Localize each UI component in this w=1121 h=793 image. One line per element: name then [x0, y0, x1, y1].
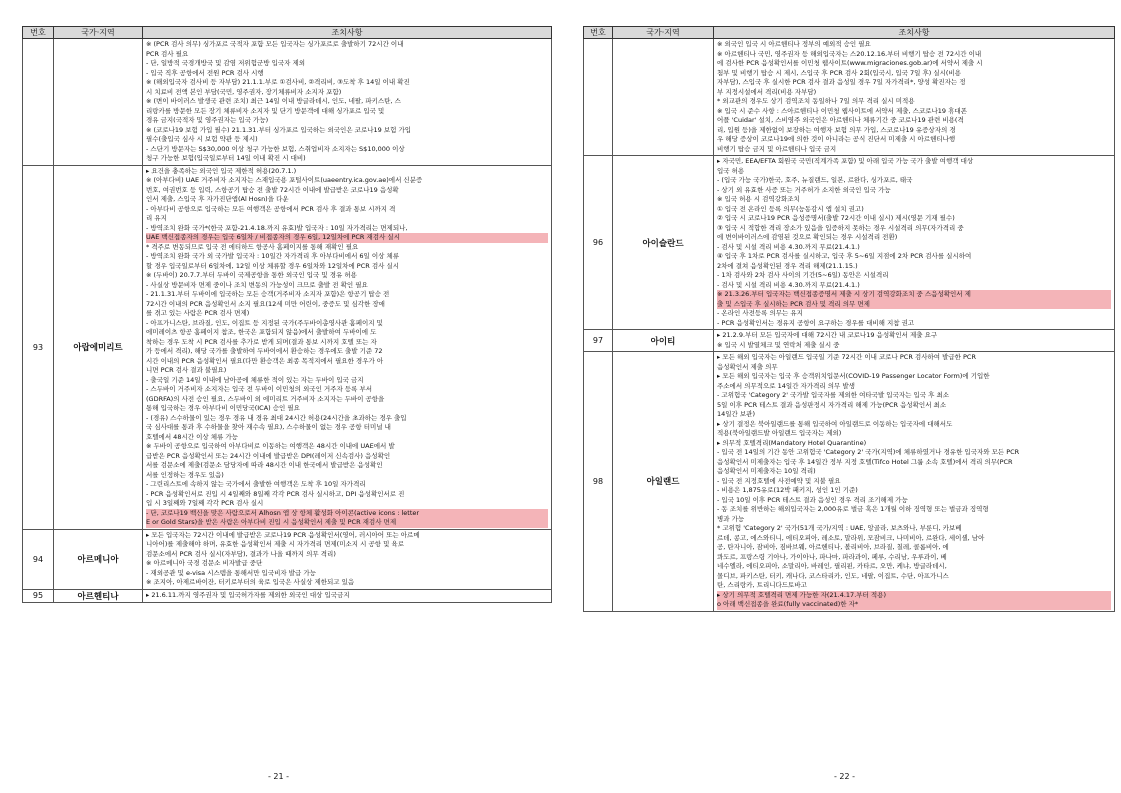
measure-line: - 단, 일방적 국경개방국 및 감염 저위험군방 입국자 제외	[146, 59, 306, 67]
measure-line: * 고위험 'Category 2' 국가(51개 국가/지역 : UAE, 앙골라, 보츠와나, 부룬디, 카보베	[717, 524, 962, 532]
measure-line: ④ 입국 후 1차로 PCR 검사를 실시하고, 입국 후 5~6일 지점에 2차 PCR 검사를 실시하여	[717, 252, 972, 260]
measure-line: ※ 입국 허용 시 검역강화조치	[717, 195, 800, 203]
measure-line: 입국 허용	[717, 166, 745, 175]
measure-line: ※ (해외입국자 검사비 등 자부담) 21.1.1.부로 ①검사비, ②격리비, ③도착 후 14일 이내 확진	[146, 78, 410, 86]
measure-line: ▸ 자국민, EEA/EFTA 회원국 국민(직계가족 포함) 및 아래 입국 가능 국가 출발 여행객 대상	[717, 157, 974, 165]
measure-line: 부 지정시설에서 격리(비용 자부담)	[717, 87, 817, 96]
header-measures: 조치사항	[143, 27, 552, 39]
measure-line: 음성확인서 미제출자는 입국 후 14일간 정부 지정 호텔(Tifco Hotel 그룹 소속 호텔)에서 격리 의무(PCR	[717, 457, 1013, 466]
measure-line: - 입국 10일 이후 PCR 테스트 결과 음성인 경우 격리 조기해제 가능	[717, 495, 908, 504]
highlighted-line: - 단, 코로나19 백신을 맞은 사람으로서 Alhosn 앱 상 항체 활성화 아이콘(active icons : letter	[146, 509, 548, 519]
measure-line: ① 입국 전 온라인 등록 의무(능동감시 앱 설치 권고)	[717, 204, 864, 213]
measure-line: - 21.1.31.부터 두바이에 입국하는 모든 승객(거주비자 소지자 포함)은 항공기 탑승 전	[146, 290, 390, 298]
measure-line: * 외교관의 경우도 상기 검역조치 동일하나 7일 의무 격리 실시 미적용	[717, 97, 915, 105]
measures-cell	[143, 589, 552, 602]
measures-cell	[714, 39, 1115, 156]
measures-table	[583, 26, 1115, 612]
header-country: 국가·지역	[613, 27, 714, 39]
measure-line: - (경유) 스수하물이 있는 경우 경유 내 경유 최대 24시간 허용(24시간을 초과하는 경우 출입	[146, 413, 407, 422]
row-number: 95	[23, 589, 54, 602]
measure-line: - 스단기 방문자는 S$30,000 이상 청구 가능한 보험, 스취업비자 소지자는 S$10,000 이상	[146, 144, 405, 153]
measure-line: * 격주로 변동되므로 입국 전 에티하드 항공사 홈페이지를 통해 재확인 필요	[146, 242, 359, 251]
measure-line: 서를 인정하는 경우도 있음)	[146, 470, 224, 479]
measure-line: 몰디브, 파키스탄, 터키, 캐나다, 코스타리카, 인도, 네팔, 이집트, 수단, 아프가니스	[717, 571, 949, 580]
measures-cell	[714, 330, 1115, 352]
measure-line: ▸ 21.2.9.부터 모든 입국자에 대해 72시간 내 코로나19 음성확인서 제출 요구	[717, 331, 938, 339]
country-name	[613, 39, 714, 156]
row-number: 93	[23, 165, 54, 529]
measure-line: 자부담), 스입국 후 실시한 PCR 검사 결과 음성일 경우 7일 자가격리*, 양성 확진자는 정	[717, 78, 966, 86]
table-row	[23, 165, 552, 529]
measure-line: 할 경우 입국일로부터 6일차에, 12일 이상 체류할 경우 6일차와 12일차에 PCR 검사 실시	[146, 261, 400, 270]
page-number-left: - 21 -	[268, 772, 290, 781]
measure-line: 통해 입국하는 경우 아부다비 이민당국(ICA) 승인 필요	[146, 404, 300, 412]
measure-line: ※ (두바이) 20.7.7.부터 두바이 국제공항을 통한 외국인 입국 및 경유 허용	[146, 271, 357, 279]
measures-cell	[143, 165, 552, 529]
measure-line: ※ (코로나19 보험 가입 필수) 21.1.31.부터 싱가포르 입국하는 외국인은 코로나19 보험 가입	[146, 125, 412, 134]
header-measures: 조치사항	[714, 27, 1115, 39]
measure-line: 14일간 보관)	[717, 410, 755, 418]
highlighted-line: E or Gold Stars)을 받은 사람은 아부다비 진입 시 음성확인서 제출 및 PCR 재검사 면제	[146, 518, 548, 528]
measure-line: - 1차 검사와 2차 검사 사이의 기간(5~6일) 동안은 시설격리	[717, 271, 889, 279]
measure-line: ※ 외국인 입국 시 아르헨티나 정부의 예외적 승인 필요	[717, 40, 871, 48]
measure-line: ▸ 요건을 충족하는 외국인 입국 제한적 허용(20.7.1.)	[146, 166, 297, 175]
measure-line: ② 입국 시 코로나19 PCR 음성증명서(출발 72시간 이내 실시) 제시(영문 기재 필수)	[717, 214, 955, 222]
measure-line: 필수(출입국 심사 시 보험 약관 등 제시)	[146, 135, 258, 143]
measure-line: - 고위험국 'Category 2' 국가발 입국자를 제외한 여타국발 입국자는 입국 후 최소	[717, 391, 950, 399]
measure-line: ※ (아부다비) UAE 거주비자 소지자는 스재입국용 포털사이트(uaeentry.ica.gov.ae)에서 신분증	[146, 176, 423, 184]
measure-line: - 출국일 기준 14일 이내에 남아공에 체류한 적이 있는 자는 두바이 입국 금지	[146, 375, 364, 384]
table-body	[23, 39, 552, 603]
row-number: 94	[23, 529, 54, 589]
measure-line: 주소에서 의무적으로 14일간 자가격리 의무 발생	[717, 381, 855, 390]
measure-line: 인서 제출, 스입국 후 자가진단앱(Al Hosn)을 다운	[146, 195, 289, 203]
measure-line: 청구 가능한 보험(입국일로부터 14일 이내 확진 시 대비)	[146, 154, 306, 162]
measure-line: 호텔에서 48시간 이상 체류 가능	[146, 432, 238, 441]
highlighted-line: ▸ 상기 의무적 호텔격리 면제 가능한 자(21.4.17.부터 적용)	[717, 591, 1111, 601]
measure-line: 음성확인서 미제출자는 10일 격리)	[717, 467, 816, 475]
measure-line: ※ 입국 시 준수 사항 : 스아르헨티나 이민청 웹사이트에 서약서 제출, 스코로나19 휴대폰	[717, 106, 967, 115]
measure-line: 병과 가능	[717, 514, 745, 523]
table-row	[23, 589, 552, 602]
measure-line: 5일 이후 PCR 테스트 결과 음성판정시 자가격리 해제 가능(PCR 음성확인서 최소	[717, 400, 947, 409]
table-row	[584, 39, 1115, 156]
measure-line: PCR 검사 필요	[146, 49, 189, 58]
measure-line: (GDRFA)의 사전 승인 필요, 스두바이 외 에미리트 거주비자 소지자는 두바이 공항을	[146, 394, 385, 403]
measure-line: - 입국 전 지정호텔에 사전예약 및 지불 필요	[717, 476, 841, 485]
measure-line: 에 검사한 PCR 음성확인서를 이민청 웹사이트(www.migraciones.gob.ar)에 서약서 제출 시	[717, 59, 983, 67]
table-row	[584, 352, 1115, 612]
measure-line: 음성확인서 제출 의무	[717, 362, 778, 371]
measure-line: 탄, 스리랑카, 트리니다드토바고	[717, 581, 807, 589]
measure-line: 니아어)를 제출해야 하며, 유효한 음성확인서 제출 시 자가격리 면제(미소지 시 공항 및 육로	[146, 540, 404, 548]
measure-line: - PCR 음성확인서로 진입 시 4일째와 8일째 각각 PCR 검사 실시하고, DPI 음성확인서로 진	[146, 489, 405, 498]
measure-line: - 방역조치 완화 국가 외 국가발 입국자 : 10일간 자가격리 후 아부다비에서 6일 이상 체류	[146, 252, 400, 260]
table-row	[584, 156, 1115, 330]
measure-line: 에미레이츠 항공 홈페이지 참조, 한국은 포함되지 않음)에서 출발하여 두바이에 도	[146, 328, 377, 336]
measure-line: 어플 'Cuidar' 설치, 스비영주 외국인은 아르헨티나 체류기간 중 코로나19 관련 비용(격	[717, 116, 964, 124]
measure-line: 를 겪고 있는 사람은 PCR 검사 면제)	[146, 309, 250, 317]
country-name: 아일랜드	[613, 352, 714, 612]
measure-line: 시 치료비 전액 본인 부담(국민, 영주권자, 장기체류비자 소지자 포함)	[146, 87, 342, 96]
header-no: 번호	[23, 27, 54, 39]
header-country: 국가·지역	[54, 27, 143, 39]
measure-line: 콰도르, 프랑스령 기아나, 가이아나, 파나마, 파라과이, 페루, 수리남, 우루과이, 베	[717, 552, 947, 561]
measures-table	[22, 26, 552, 603]
measure-line: 비행기 탑승 금지 및 아르헨티나 입국 금지	[717, 144, 837, 153]
measure-line: 가 등에서 격리), 해당 국가를 출발하여 두바이에서 환승하는 경우에도 출발 기준 72	[146, 347, 383, 355]
measure-line: - 아프가니스탄, 브라질, 인도, 이집트 등 지정된 국가(주두바이총영사관 홈페이지 및	[146, 318, 383, 327]
row-number	[584, 39, 613, 156]
measure-line: ※ 두바이 공항으로 입국하여 아부다비로 이동하는 여행객은 48시간 이내에 UAE에서 발	[146, 442, 395, 450]
measure-line: ※ (변이 바이러스 발생국 관련 조치) 최근 14일 이내 방글라데시, 인도, 네팔, 파키스탄, 스	[146, 97, 401, 105]
measures-cell	[714, 156, 1115, 330]
measure-line: 리랑카를 방문한 모든 장기 체류비자 소지자 및 단기 방문객에 대해 싱가포르 입국 및	[146, 106, 385, 115]
highlighted-line: 출 및 스입국 후 실시하는 PCR 검사 및 격리 의무 면제	[717, 300, 1111, 310]
measure-line: ※ (PCR 검사 의무) 싱가포르 국적자 포함 모든 입국자는 싱가포르로 출발하기 72시간 이내	[146, 40, 404, 48]
measure-line: 2차에 결쳐 음성확인된 경우 격리 해제(21.1.15.)	[717, 261, 858, 270]
row-number: 96	[584, 156, 613, 330]
country-name: 아르헨티나	[54, 589, 143, 602]
measure-line: 우 해당 증상이 코로나19에 의한 것이 아니라는 공식 진단서 미제출 시 아르헨티나행	[717, 135, 956, 143]
page-right	[583, 26, 1115, 612]
measure-line: 첨부 및 비행기 탑승 시 제시, 스입국 후 PCR 검사 2회(입국시, 입국 7일 후) 실시(비용	[717, 68, 962, 77]
measure-line: 리 유지	[146, 214, 167, 222]
measure-line: 72시간 이내의 PCR 음성확인서 소지 필요(12세 미만 어린이, 중증도 및 심각한 장애	[146, 299, 385, 308]
measure-line: ▸ 모든 해외 입국자는 입국 후 승객위치입문서(COVID-19 Passenger Locator Form)에 기입한	[717, 372, 990, 380]
measure-line: - 상기 외 유효한 사증 또는 거주허가 소지한 외국인 입국 가능	[717, 185, 891, 194]
measure-line: 니면 PCR 검사 결과 불필요)	[146, 366, 227, 374]
measure-line: ▸ 21.6.11.까지 영주권자 및 입국허가자를 제외한 외국인 대상 입국금지	[146, 590, 350, 599]
measure-line: - 그린리스트에 속하지 않는 국가에서 출발한 여행객은 도착 후 10일 자가격리	[146, 480, 366, 488]
table-row	[584, 330, 1115, 352]
measure-line: ※ 아르메니아 국경 검문소 비자발급 중단	[146, 559, 263, 567]
measure-line: 르데, 콩고, 에스와티니, 에티오피아, 레소토, 말라위, 모잠비크, 나미비아, 르완다, 세이셸, 남아	[717, 533, 985, 542]
measures-cell	[143, 39, 552, 166]
measure-line: - 온라인 사전등록 의무는 유지	[717, 309, 803, 317]
measure-line: - 동 조치를 위반하는 해외입국자는 2,000유로 벌금 혹은 1개월 이하 징역형 또는 벌금과 징역형	[717, 505, 989, 513]
measure-line: 시간 이내의 PCR 음성확인서 필요(다만 환승객은 최종 목적지에서 필요한 경우가 아	[146, 356, 384, 365]
measure-line: ▸ 의무적 호텔격리(Mandatory Hotel Quarantine)	[717, 438, 867, 447]
measure-line: ※ 입국 시 발열체크 및 연락처 제출 실시 중	[717, 340, 840, 349]
measures-cell	[714, 352, 1115, 612]
measure-line: - 재외공관 및 e-visa 시스템을 통해서만 입국비자 발급 가능	[146, 568, 316, 577]
measure-line: - 검사 및 시설 격리 비용 4.30.까지 무료(21.4.1.)	[717, 280, 860, 289]
measure-line: 적용(북아일랜드발 아일랜드 입국자는 제외)	[717, 429, 842, 437]
measure-line: ※ 아르헨티나 국민, 영주권자 등 해외입국자는 스20.12.16.부터 비행기 탑승 전 72시간 이내	[717, 49, 982, 58]
measure-line: 네수엘라, 에티오피아, 소말리아, 바레인, 필리핀, 카타르, 오만, 케냐, 방글라데시,	[717, 562, 947, 570]
measure-line: ※ 조지아, 아제르바이잔, 터키로부터의 육로 입국은 사실상 제한되고 있음	[146, 578, 355, 586]
measures-cell	[143, 529, 552, 589]
measure-line: 서를 검문소에 제출(검문소 담당자에 따라 48시간 이내 한국에서 발급받은 음성확인	[146, 461, 383, 469]
measure-line: 급받은 PCR 음성확인서 또는 24시간 이내에 발급받은 DPI(레이저 신속검사) 음성확인	[146, 451, 391, 460]
measure-line: 입 시 3일째와 7일째 각각 PCR 검사 실시	[146, 499, 264, 507]
measure-line: ▸ 모든 입국자는 72시간 이내에 발급받은 코로나19 PCR 음성확인서(영어, 러시아어 또는 아르메	[146, 530, 420, 539]
measure-line: 검문소에서 PCR 검사 실시(자부담), 결과가 나올 때까지 의무 격리)	[146, 549, 336, 558]
measure-line: - 방역조치 완화 국가*(한국 포함-21.4.18.까지 유효)발 입국자 : 10일 자가격리는 면제되나,	[146, 223, 408, 232]
row-number	[23, 39, 54, 166]
country-name: 아이티	[613, 330, 714, 352]
measure-line: 리, 입원 등)을 제한없이 보장하는 여행자 보험 의무 가입, 스코로나19 유증상자의 경	[717, 125, 956, 134]
country-name: 아랍에미리트	[54, 165, 143, 529]
measure-line: ③ 입국 시 적합한 격리 장소가 있음을 입증하지 못하는 경우 시설격리 의무(자가격리 중	[717, 223, 964, 232]
header-no: 번호	[584, 27, 613, 39]
measure-line: ▸ 상기 결정은 북아일랜드를 통해 입국하여 아일랜드로 이동하는 입국자에 대해서도	[717, 419, 953, 428]
row-number: 98	[584, 352, 613, 612]
measure-line: - 입국 전 14일의 기간 동안 고위험국 'Category 2' 국가(지역)에 체류하였거나 경유한 입국자와 모든 PCR	[717, 448, 1020, 456]
measure-line: 국 심사대를 통과 후 수하물을 찾아 재수속 필요), 스수하물이 없는 경우 공항 터미널 내	[146, 423, 391, 431]
table-row	[23, 39, 552, 166]
measure-line: - 비용은 1,875유로(12박 패키지, 성인 1인 기준)	[717, 486, 858, 494]
measure-line: ▸ 모든 해외 입국자는 아일랜드 입국일 기준 72시간 이내 코로나 PCR 검사하여 발급한 PCR	[717, 353, 976, 361]
country-name	[54, 39, 143, 166]
measure-line: - (입국 가능 국가)한국, 호주, 뉴질랜드, 일본, 르완다, 싱가포르, 태국	[717, 176, 913, 184]
measure-line: 경유 금지(국적자 및 영주권자는 입국 가능)	[146, 116, 269, 124]
row-number: 97	[584, 330, 613, 352]
country-name: 아이슬란드	[613, 156, 714, 330]
table-row	[23, 529, 552, 589]
country-name: 아르메니아	[54, 529, 143, 589]
measure-line: - PCR 음성확인서는 경유지 공항이 요구하는 경우를 대비해 지참 권고	[717, 318, 915, 327]
highlighted-line: UAE 백신접종자의 경우는 입국 6일차 / 비접종자의 경우 6일, 12일차에 PCR 재검사 실시	[146, 233, 548, 243]
measure-line: - 검사 및 시설 격리 비용 4.30.까지 무료(21.4.1.)	[717, 242, 860, 251]
measure-line: - 입국 직후 공항에서 전원 PCR 검사 시행	[146, 68, 264, 77]
highlighted-line: o 아래 백신접종을 완료(fully vaccinated)한 자*	[717, 600, 1111, 610]
measure-line: - 아부다비 공항으로 입국하는 모든 여행객은 공항에서 PCR 검사 후 결과 통보 시까지 격	[146, 204, 396, 213]
table-body	[584, 39, 1115, 612]
measure-line: 번호, 여권번호 등 입력, 스항공기 탑승 전 출발 72시간 이내에 발급받은 코로나19 음성확	[146, 185, 399, 194]
measure-line: 공, 탄자니아, 잠비아, 짐바브웨, 아르헨티나, 볼리비아, 브라질, 칠레, 콜롬비아, 에	[717, 543, 949, 551]
measure-line: - 스두바이 거주비자 소지자는 입국 전 두바이 이민청의 외국인 거주자 등록 부서	[146, 385, 373, 393]
highlighted-line: ※ 21.3.26.부터 입국자는 백신접종증명서 제출 시 상기 검역강화조치 중 스음성확인서 제	[717, 290, 1111, 300]
page-left	[22, 26, 552, 603]
page-number-right: - 22 -	[834, 772, 856, 781]
measure-line: - 사실상 방문비자 면제 중이나 조치 변동의 가능성이 크므로 출발 전 확인 필요	[146, 280, 368, 289]
measure-line: 착하는 경우 도착 시 PCR 검사를 추가로 받게 되며(결과 통보 시까지 호텔 또는 자	[146, 337, 377, 346]
measure-line: 에 변이바이러스에 감염된 것으로 확인되는 경우 시설격리 전환)	[717, 233, 898, 241]
